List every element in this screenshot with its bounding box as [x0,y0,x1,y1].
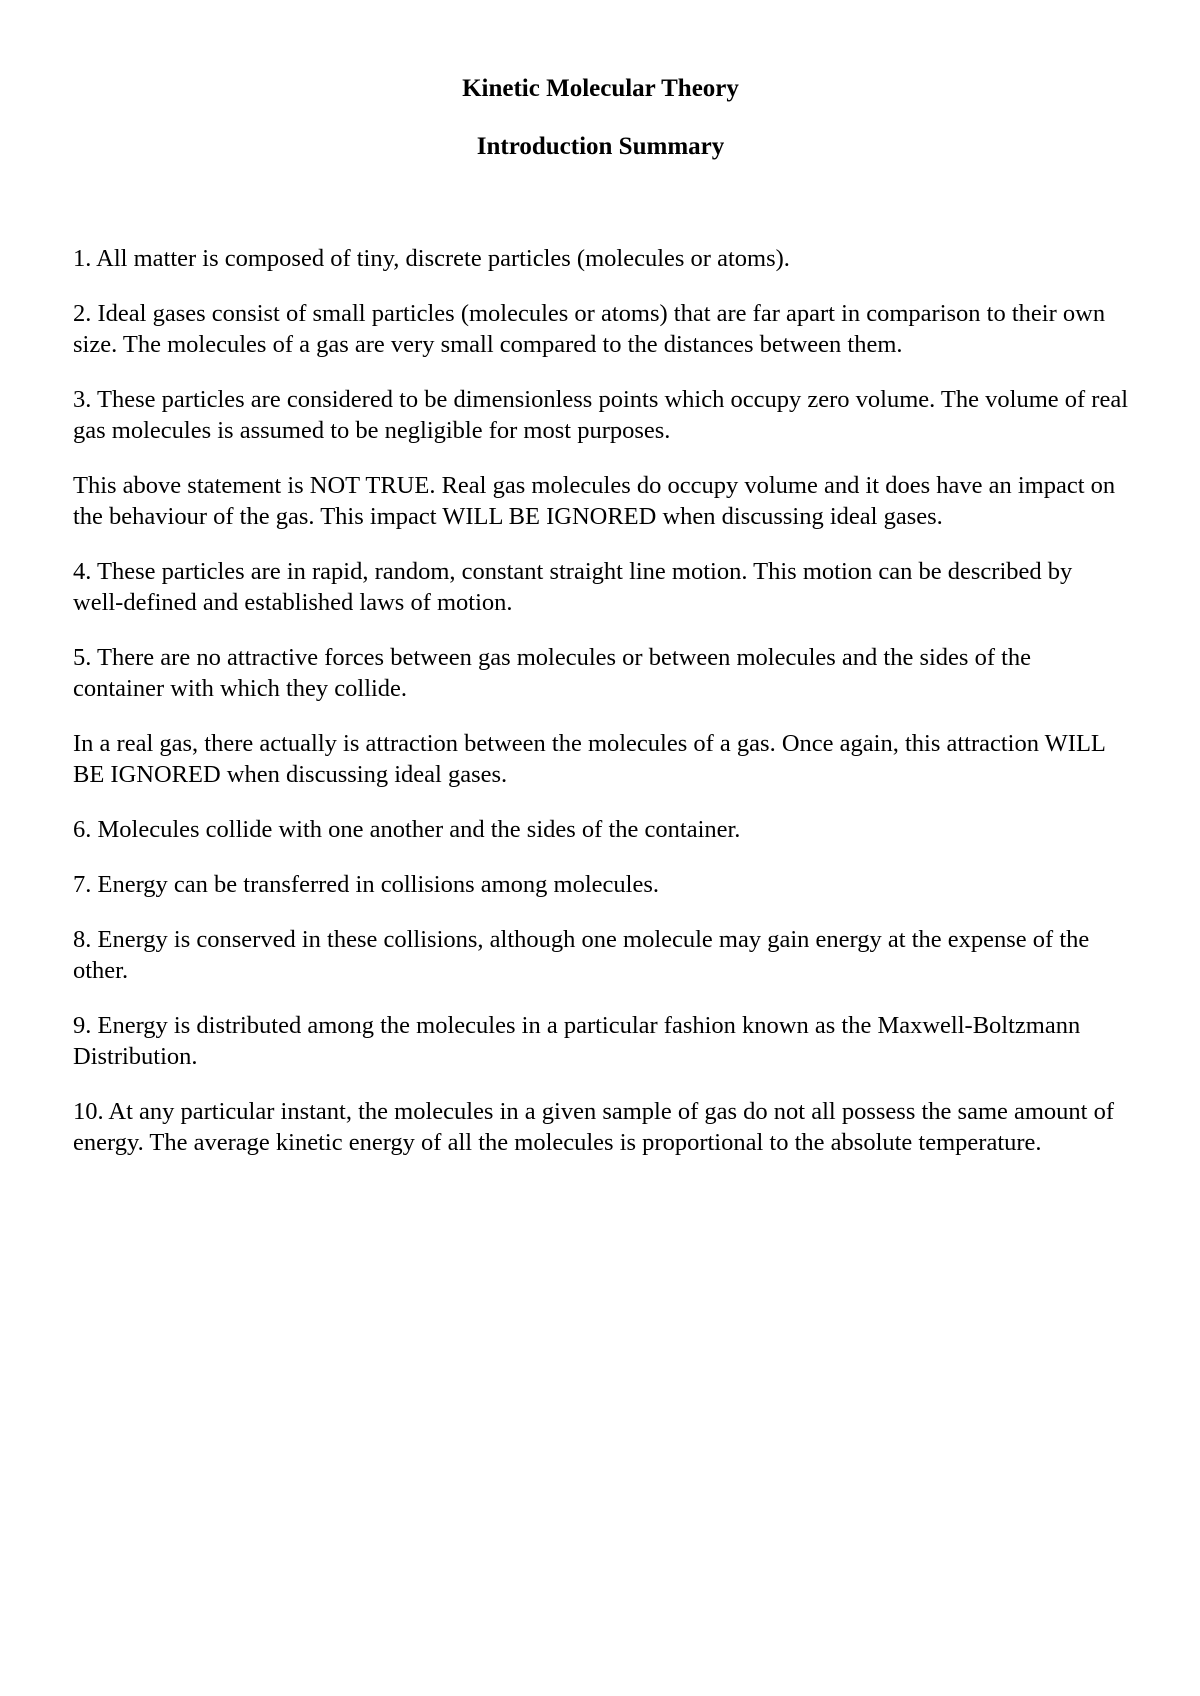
paragraph-8: 8. Energy is conserved in these collisions, although one molecule may gain energy at the expense of the other. [73,926,1090,984]
document-subtitle: Introduction Summary [476,133,725,160]
document-title: Kinetic Molecular Theory [462,75,739,102]
paragraph-9: 9. Energy is distributed among the molecules in a particular fashion known as the Maxwell-Boltzmann Distribution. [73,1012,1081,1070]
paragraph-7: 7. Energy can be transferred in collisions among molecules. [73,871,660,898]
paragraph-3: 3. These particles are considered to be dimensionless points which occupy zero volume. The volume of real gas molecules is assumed to be negligible for most purposes. [73,386,1129,444]
note-paragraph-attraction: In a real gas, there actually is attraction between the molecules of a gas. Once again, this attraction WILL BE IGNORED when discussing ideal gases. [73,730,1105,788]
paragraph-1: 1. All matter is composed of tiny, discrete particles (molecules or atoms). [73,245,790,272]
paragraph-4: 4. These particles are in rapid, random, constant straight line motion. This motion can be described by well-defined and established laws of motion. [73,558,1073,616]
paragraph-10: 10. At any particular instant, the molecules in a given sample of gas do not all possess the same amount of energy. The average kinetic energy of all the molecules is proportional to the absolute temperature. [73,1098,1115,1156]
note-paragraph-volume: This above statement is NOT TRUE. Real gas molecules do occupy volume and it does have an impact on the behaviour of the gas. This impact WILL BE IGNORED when discussing ideal gases. [73,472,1116,530]
paragraph-5: 5. There are no attractive forces between gas molecules or between molecules and the sides of the container with which they collide. [73,644,1032,702]
paragraph-2: 2. Ideal gases consist of small particles (molecules or atoms) that are far apart in comparison to their own size. The molecules of a gas are very small compared to the distances between them. [73,300,1106,358]
document-body [73,243,1128,1158]
paragraph-6: 6. Molecules collide with one another and the sides of the container. [73,816,741,843]
